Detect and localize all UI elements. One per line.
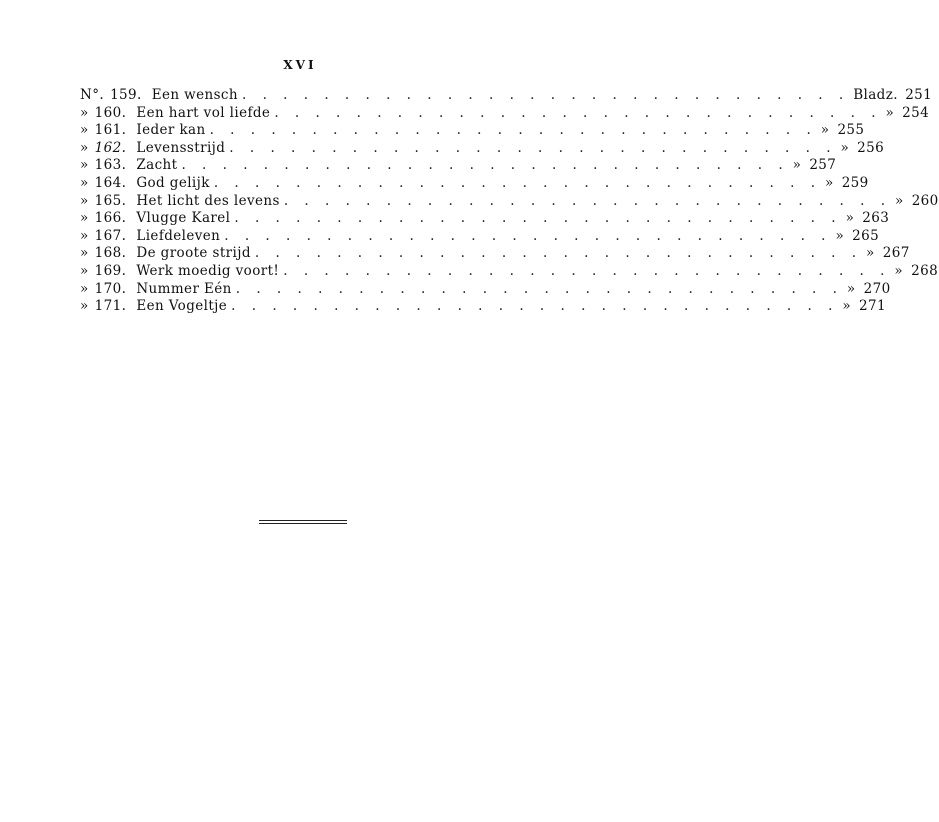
page-header: XVI [283,58,317,72]
entry-prefix: » [80,192,89,209]
dot-leader: . . . . . . . . . . . . . . . . . . . . . . . . . . . . . . [235,280,843,297]
entry-number: 160. [94,104,127,121]
dot-leader: . . . . . . . . . . . . . . . . . . . . . . . . . . . . . . [242,87,850,103]
toc-entry [80,87,933,105]
dot-leader: . . . . . . . . . . . . . . . . . . . . . . . . . . . . . . [231,298,839,315]
toc-entry [80,139,885,158]
toc-entry [80,245,910,263]
entry-ref: » [895,192,904,209]
entry-page: 270 [863,280,891,297]
entry-title: Nummer Eén [136,280,232,297]
entry-ref: » [846,280,856,297]
toc-entry [80,298,886,316]
entry-number: 164. [94,174,127,191]
entry-number: 159. [110,87,142,103]
entry-ref: » [845,210,855,227]
entry-page: 263 [862,210,890,227]
entry-ref: Bladz. [853,87,898,103]
decorative-double-rule [259,520,347,524]
toc-entry [80,157,837,175]
entry-prefix: » [80,227,89,244]
entry-number: 167. [94,227,127,244]
entry-number: 166. [94,210,127,227]
dot-leader: . . . . . . . . . . . . . . . . . . . . . . . . . . . . . . [209,122,817,139]
dot-leader: . . . . . . . . . . . . . . . . . . . . . . . . . . . . . . [181,157,789,174]
dot-leader: . . . . . . . . . . . . . . . . . . . . . . . . . . . . . . [283,192,892,209]
entry-title: Het licht des levens [136,192,280,209]
entry-ref: » [894,262,904,279]
entry-title: Vlugge Karel [136,210,231,227]
entry-prefix: » [80,174,89,191]
entry-page: 260 [911,192,939,209]
toc-entry [80,104,930,123]
entry-title: Ieder kan [136,122,206,139]
entry-page: 265 [852,227,880,244]
entry-prefix: » [80,280,89,297]
dot-leader: . . . . . . . . . . . . . . . . . . . . . . . . . . . . . . [274,104,882,121]
entry-prefix: » [80,298,89,315]
toc-entry [80,122,865,140]
entry-page: 268 [911,262,939,279]
entry-title: De groote strijd [136,245,251,262]
entry-ref: » [866,245,875,262]
entry-prefix: » [80,157,89,174]
toc-entry [80,192,939,211]
entry-number: 168. [94,245,127,262]
entry-title: Een Vogeltje [136,298,228,315]
entry-prefix: » [80,210,89,227]
entry-ref: » [820,122,830,139]
entry-number: 170. [94,280,127,297]
entry-prefix: » [80,104,89,121]
entry-title: God gelijk [136,174,210,191]
entry-page: 251 [905,87,933,103]
entry-page: 255 [837,122,865,139]
entry-title: Een hart vol liefde [136,104,271,121]
toc-entry [80,280,891,299]
toc-entry [80,227,880,246]
dot-leader: . . . . . . . . . . . . . . . . . . . . . . . . . . . . . . [213,174,822,191]
entry-title: Zacht [136,157,178,174]
entry-page: 254 [902,104,930,121]
dot-leader: . . . . . . . . . . . . . . . . . . . . . . . . . . . . . . [283,262,891,279]
entry-ref: » [842,298,852,315]
entry-title: Levensstrijd [136,139,226,156]
entry-ref: » [825,174,834,191]
entry-ref: » [792,157,802,174]
entry-prefix: N°. [80,87,105,103]
entry-number: 161. [94,122,127,139]
entry-title: Een wensch [151,87,238,103]
entry-prefix: » [80,262,89,279]
entry-number: 169. [94,262,127,279]
toc-entry [80,210,890,228]
entry-ref: » [885,104,895,121]
entry-page: 271 [859,298,886,315]
entry-page: 259 [841,174,869,191]
entry-ref: » [840,139,850,156]
toc-entry [80,174,869,193]
entry-number: 171. [94,298,127,315]
entry-page: 257 [809,157,837,174]
entry-prefix: » [80,245,89,262]
entry-page: 267 [882,245,910,262]
entry-number: 165. [94,192,127,209]
dot-leader: . . . . . . . . . . . . . . . . . . . . . . . . . . . . . . [224,227,832,244]
entry-page: 256 [857,139,885,156]
entry-prefix: » [80,122,89,139]
dot-leader: . . . . . . . . . . . . . . . . . . . . . . . . . . . . . . [234,210,842,227]
entry-number: 163. [94,157,127,174]
entry-prefix: » [80,139,89,156]
entry-ref: » [835,227,845,244]
table-of-contents [80,87,939,316]
entry-number: 162. [94,139,127,156]
dot-leader: . . . . . . . . . . . . . . . . . . . . . . . . . . . . . . [229,139,837,156]
toc-entry [80,262,939,281]
entry-title: Liefdeleven [136,227,221,244]
entry-title: Werk moedig voort! [136,262,280,279]
dot-leader: . . . . . . . . . . . . . . . . . . . . . . . . . . . . . . [254,245,863,262]
